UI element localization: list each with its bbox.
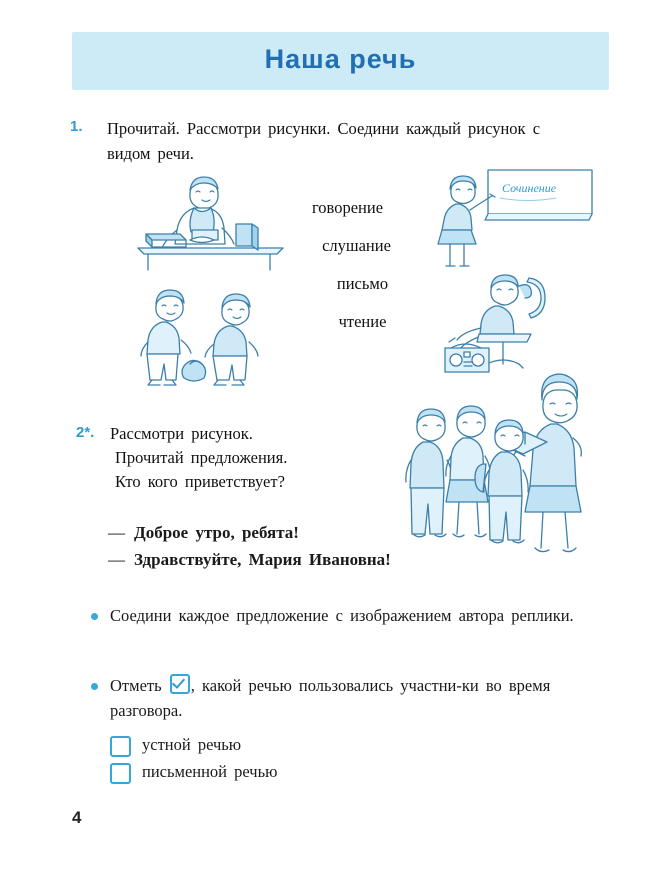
page-title: Наша речь <box>264 44 417 74</box>
dialogue-text-2: Здравствуйте, Мария Ивановна! <box>134 550 391 569</box>
dialogue-dash-1: — <box>108 523 125 542</box>
bullet-2-text-after: , какой речью пользовались участни-ки во время разговора. <box>110 676 551 720</box>
dialogue-dash-2: — <box>108 550 125 569</box>
option-checkbox-oral[interactable] <box>110 736 131 757</box>
option-label-written[interactable]: письменной речью <box>142 762 278 781</box>
bullet-dot-1 <box>91 613 98 620</box>
bullet-dot-2 <box>91 683 98 690</box>
illustration-two-children-talking <box>134 280 284 392</box>
illustration-boy-reading-at-desk <box>130 168 290 273</box>
option-checkbox-written[interactable] <box>110 763 131 784</box>
exercise-2-line-1: Рассмотри рисунок. <box>110 424 253 443</box>
exercise-2-number: 2*. <box>76 424 95 441</box>
dialogue-line-1 <box>108 519 391 546</box>
bullet-text-2 <box>110 673 580 723</box>
illustration-girl-listening-to-radio <box>443 268 588 378</box>
page-number: 4 <box>72 808 82 827</box>
option-label-oral[interactable]: устной речью <box>142 735 242 754</box>
bullet-text-1: Соедини каждое предложение с изображением автора реплики. <box>110 606 574 625</box>
svg-text:Сочинение: Сочинение <box>502 181 557 195</box>
speech-type-4: чтение <box>338 312 387 331</box>
illustration-teacher-greeting-pupils <box>405 368 620 573</box>
dialogue-text-1: Доброе утро, ребята! <box>134 523 299 542</box>
speech-type-3: письмо <box>336 274 389 293</box>
checkbox-checked-icon <box>170 674 190 694</box>
exercise-1-text: Прочитай. Рассмотри рисунки. Соедини каждый рисунок с видом речи. <box>107 119 541 163</box>
dialogue-line-2 <box>108 546 391 573</box>
speech-type-1: говорение <box>311 198 384 217</box>
dialogue-block <box>108 519 391 573</box>
exercise-1-number: 1. <box>70 118 83 135</box>
bullet-2-text-before: Отметь <box>110 676 169 695</box>
exercise-2-line-3: Кто кого приветствует? <box>115 472 285 491</box>
speech-type-2: слушание <box>322 236 391 255</box>
exercise-2-text <box>110 422 410 494</box>
exercise-2-line-2: Прочитай предложения. <box>115 448 288 467</box>
illustration-girl-writing-on-board <box>430 162 595 282</box>
speech-type-list <box>280 198 415 350</box>
